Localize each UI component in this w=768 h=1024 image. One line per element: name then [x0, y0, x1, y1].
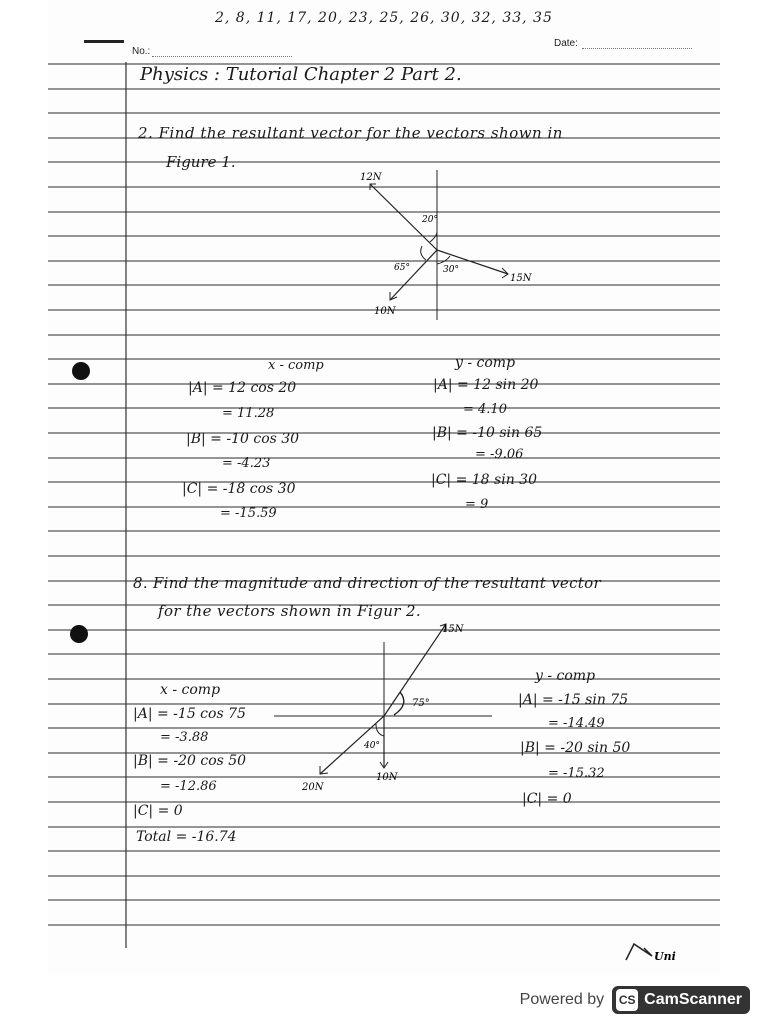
logo-text: Uni: [654, 950, 676, 963]
notebook-logo: [622, 938, 682, 968]
q8-x-total: Total = -16.74: [136, 829, 237, 845]
figure-2: [270, 618, 510, 798]
fig1-angle-30: 30°: [443, 265, 459, 275]
q8-y-line-5: |C| = 0: [522, 791, 572, 807]
q8-y-line-3: |B| = -20 sin 50: [520, 740, 631, 756]
camscanner-logo-icon: CS: [616, 989, 638, 1011]
q2-x-line-5: |C| = -18 cos 30: [182, 481, 296, 497]
powered-by-text: Powered by: [519, 991, 605, 1008]
fig2-angle-arc-upper: [394, 692, 404, 715]
q8-x-line-4: = -12.86: [160, 779, 217, 794]
q2-y-line-6: = 9: [465, 497, 489, 512]
fig2-angle-40: 40°: [364, 741, 380, 751]
fig2-label-10n: 10N: [376, 772, 398, 783]
no-label: No.:: [132, 46, 151, 57]
q2-y-line-1: |A| = 12 sin 20: [433, 377, 539, 393]
fig1-label-10n: 10N: [374, 306, 396, 317]
q2-x-line-1: |A| = 12 cos 20: [188, 380, 297, 396]
no-field-line: [152, 56, 292, 57]
q2-ycomp-heading: y - comp: [455, 355, 516, 371]
q8-x-line-2: = -3.88: [160, 730, 209, 745]
q2-x-line-6: = -15.59: [220, 506, 277, 521]
q2-y-line-3: |B| = -10 sin 65: [432, 425, 543, 441]
camscanner-badge: [612, 986, 750, 1014]
q8-text-line2: for the vectors shown in Figur 2.: [158, 602, 422, 620]
page-title: Physics : Tutorial Chapter 2 Part 2.: [140, 64, 462, 85]
fig1-angle-20: 20°: [422, 215, 438, 225]
q8-y-line-2: = -14.49: [548, 716, 605, 731]
q8-x-line-1: |A| = -15 cos 75: [133, 706, 246, 722]
q2-xcomp-heading: x - comp: [268, 358, 324, 373]
date-label: Date:: [554, 38, 578, 49]
fig1-label-12n: 12N: [360, 172, 382, 183]
q8-xcomp-heading: x - comp: [160, 682, 221, 698]
q8-y-line-1: |A| = -15 sin 75: [518, 692, 629, 708]
q8-text-line1: 8. Find the magnitude and direction of the resultant vector: [133, 574, 601, 592]
q8-ycomp-heading: y - comp: [535, 668, 596, 684]
fig1-angle-arc-top: [430, 232, 437, 242]
q2-x-line-4: = -4.23: [222, 456, 271, 471]
fig1-angle-arc-left: [421, 246, 426, 260]
q2-y-line-2: = 4.10: [463, 402, 507, 417]
fig1-vector-10n: [390, 250, 437, 300]
fig2-label-15n: 15N: [442, 624, 464, 635]
fig1-label-15n: 15N: [510, 273, 532, 284]
q2-text-line1: 2. Find the resultant vector for the vectors shown in: [138, 124, 563, 142]
camscanner-footer: [520, 986, 750, 1014]
q2-y-line-4: = -9.06: [475, 447, 524, 462]
q2-x-line-2: = 11.28: [222, 406, 275, 421]
q2-text-line2: Figure 1.: [166, 153, 236, 171]
fig1-angle-65: 65°: [394, 263, 410, 273]
figure-1: [340, 166, 560, 326]
binder-hole-1: [72, 362, 90, 380]
q2-x-line-3: |B| = -10 cos 30: [186, 431, 300, 447]
q8-y-line-4: = -15.32: [548, 766, 605, 781]
q2-y-line-5: |C| = 18 sin 30: [431, 472, 537, 488]
fig1-angle-arc-right: [437, 256, 450, 264]
header-dash: [84, 40, 124, 43]
binder-hole-2: [70, 625, 88, 643]
camscanner-brand: CamScanner: [644, 991, 742, 1008]
logo-mark: [626, 944, 652, 960]
date-field-line: [582, 48, 692, 49]
fig2-label-20n: 20N: [302, 782, 324, 793]
fig2-angle-arc-lower: [376, 724, 384, 736]
fig2-angle-75: 75°: [412, 698, 430, 709]
q8-x-line-5: |C| = 0: [133, 803, 183, 819]
q8-x-line-3: |B| = -20 cos 50: [133, 753, 247, 769]
top-note: 2, 8, 11, 17, 20, 23, 25, 26, 30, 32, 33, 35: [215, 10, 553, 26]
